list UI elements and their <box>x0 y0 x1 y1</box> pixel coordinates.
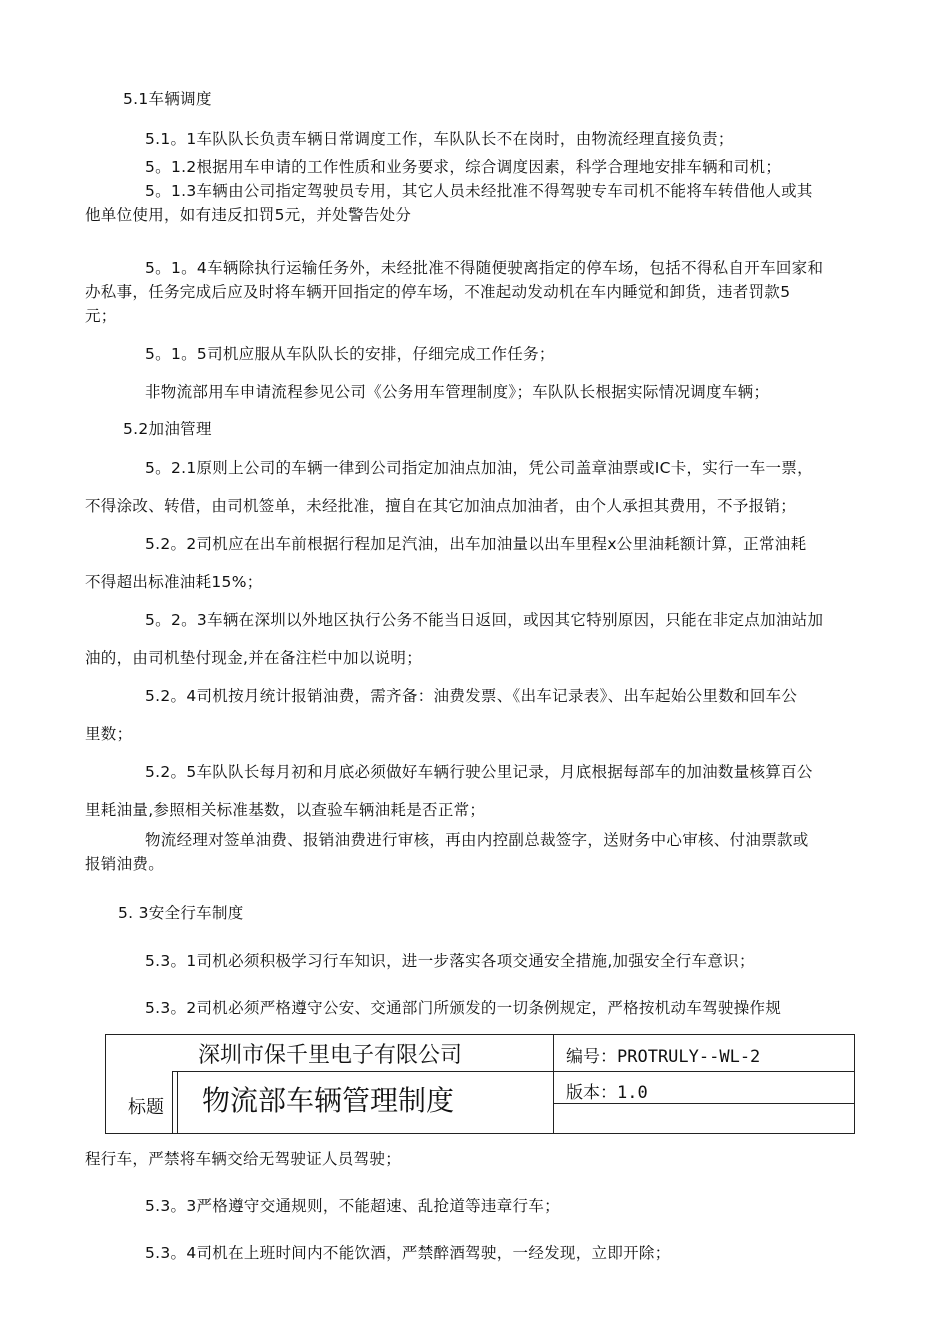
clause-5-2-2-line1: 5.2。2司机应在出车前根据行程加足汽油，出车加油量以出车里程x公里油耗额计算，正常油耗 <box>145 535 807 553</box>
clause-5-2-4-line1: 5.2。4司机按月统计报销油费，需齐备：油费发票、《出车记录表》、出车起始公里数和回车公 <box>145 687 798 705</box>
clause-5-3-1: 5.3。1司机必须积极学习行车知识，进一步落实各项交通安全措施,加强安全行车意识； <box>145 952 755 970</box>
clause-5-3-4: 5.3。4司机在上班时间内不能饮酒，严禁醉酒驾驶，一经发现，立即开除； <box>145 1244 671 1262</box>
clause-5-2-5-line1: 5.2。5车队队长每月初和月底必须做好车辆行驶公里记录，月底根据每部车的加油数量核算百公 <box>145 763 813 781</box>
clause-5-2-3-line1: 5。2。3车辆在深圳以外地区执行公务不能当日返回，或因其它特别原因，只能在非定点加油站加 <box>145 611 824 629</box>
company-name: 深圳市保千里电子有限公司 <box>198 1043 463 1068</box>
clause-5-2-4-line2: 里数； <box>85 725 133 743</box>
clause-5-1-1: 5.1。1车队队长负责车辆日常调度工作，车队队长不在岗时，由物流经理直接负责； <box>145 130 734 148</box>
clause-5-1-5: 5。1。5司机应服从车队队长的安排，仔细完成工作任务； <box>145 345 555 363</box>
clause-5-1-2: 5。1.2根据用车申请的工作性质和业务要求，综合调度因素，科学合理地安排车辆和司机； <box>145 158 782 176</box>
title-label: 标题 <box>128 1097 164 1118</box>
document-title: 物流部车辆管理制度 <box>202 1084 455 1117</box>
section-5-2-title: 5.2加油管理 <box>123 420 212 438</box>
clause-5-1-4-line2: 办私事，任务完成后应及时将车辆开回指定的停车场，不准起动发动机在车内睡觉和卸货，违者罚款5 <box>85 283 791 301</box>
clause-5-3-2-line2: 程行车，严禁将车辆交给无驾驶证人员驾驶； <box>85 1150 402 1168</box>
clause-5-1-note: 非物流部用车申请流程参见公司《公务用车管理制度》；车队队长根据实际情况调度车辆； <box>145 383 770 401</box>
clause-5-2-2-line2: 不得超出标准油耗15%； <box>85 573 263 591</box>
section-5-1-title: 5.1车辆调度 <box>123 90 212 108</box>
document-code: 编号：PROTRULY--WL-2 <box>566 1047 761 1067</box>
clause-5-1-4-line1: 5。1。4车辆除执行运输任务外，未经批准不得随便驶离指定的停车场，包括不得私自开车回家和 <box>145 259 824 277</box>
clause-5-3-3: 5.3。3严格遵守交通规则，不能超速、乱抢道等违章行车； <box>145 1197 560 1215</box>
section-5-3-title: 5. 3安全行车制度 <box>118 904 244 922</box>
clause-5-2-note-line2: 报销油费。 <box>85 855 165 873</box>
clause-5-1-3-line2: 他单位使用，如有违反扣罚5元，并处警告处分 <box>85 206 412 224</box>
document-header-table <box>105 1034 855 1134</box>
clause-5-2-1-line2: 不得涂改、转借，由司机签单，未经批准，擅自在其它加油点加油者，由个人承担其费用，不予报销； <box>85 497 797 515</box>
clause-5-2-note-line1: 物流经理对签单油费、报销油费进行审核，再由内控副总裁签字，送财务中心审核、付油票款或 <box>145 831 809 849</box>
clause-5-1-3-line1: 5。1.3车辆由公司指定驾驶员专用，其它人员未经批准不得驾驶专车司机不能将车转借他人或其 <box>145 182 813 200</box>
document-version: 版本：1.0 <box>566 1083 648 1103</box>
clause-5-3-2-line1: 5.3。2司机必须严格遵守公安、交通部门所颁发的一切条例规定，严格按机动车驾驶操作规 <box>145 999 782 1017</box>
clause-5-2-5-line2: 里耗油量,参照相关标准基数，以查验车辆油耗是否正常； <box>85 801 486 819</box>
clause-5-2-3-line2: 油的，由司机垫付现金,并在备注栏中加以说明； <box>85 649 423 667</box>
clause-5-1-4-line3: 元； <box>85 307 117 325</box>
clause-5-2-1-line1: 5。2.1原则上公司的车辆一律到公司指定加油点加油，凭公司盖章油票或IC卡，实行一车一票， <box>145 459 813 477</box>
